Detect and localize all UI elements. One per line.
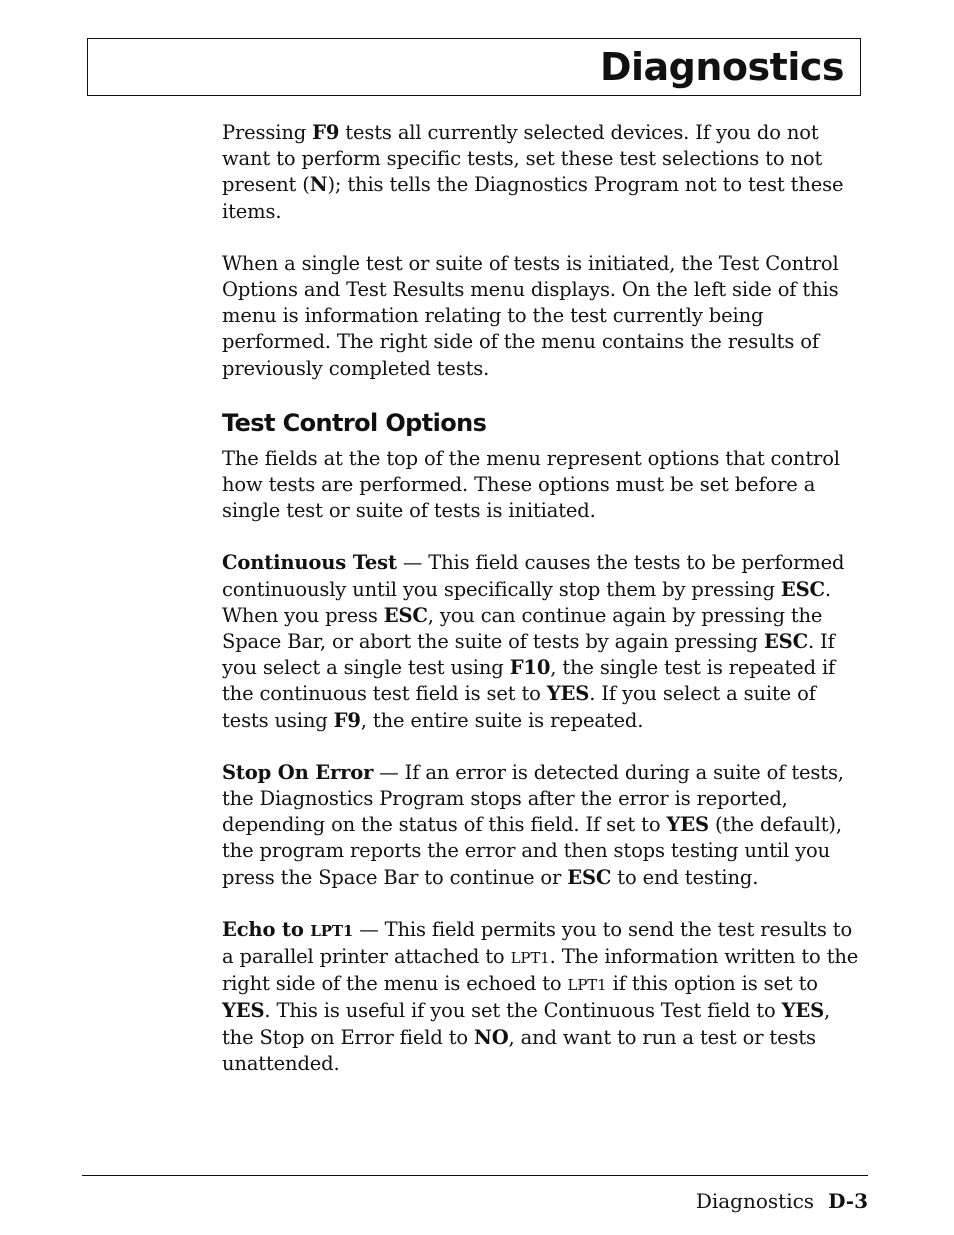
page-content <box>222 120 862 1103</box>
stop-on-error-paragraph: Stop On Error — If an error is detected during a suite of tests, the Diagnostics Program stops after the error is reported, depending on the status of this field. If set to YES (the default), the program reports the error and then stops testing until you press the Space Bar to continue or ESC to end testing. <box>222 760 844 889</box>
key-f10: F10 <box>509 656 551 680</box>
footer-rule <box>82 1175 868 1176</box>
value-yes: YES <box>781 999 825 1023</box>
key-esc: ESC <box>383 603 428 627</box>
page-number: D-3 <box>828 1189 868 1213</box>
value-yes: YES <box>546 682 590 706</box>
key-esc: ESC <box>780 577 825 601</box>
term-stop-on-error: Stop On Error <box>222 760 374 784</box>
footer-label: Diagnostics <box>695 1189 815 1213</box>
echo-to-lpt1-paragraph: Echo to LPT1 — This field permits you to send the test results to a parallel printer attached to LPT1. The information written to the right side of the menu is echoed to LPT1 if this option is set to YES. This is useful if you set the Continuous Test field to YES, the Stop on Error field to NO, and want to run a test or tests unattended. <box>222 917 859 1075</box>
footer <box>696 1187 868 1215</box>
key-esc: ESC <box>567 865 612 889</box>
term-continuous-test: Continuous Test <box>222 551 397 575</box>
term-echo-to-lpt1: Echo to LPT1 <box>222 917 354 941</box>
key-n: N <box>309 173 328 197</box>
key-f9: F9 <box>312 121 340 144</box>
key-esc: ESC <box>763 630 808 654</box>
key-f9: F9 <box>333 708 361 732</box>
value-yes: YES <box>222 999 265 1023</box>
port-lpt1: LPT1 <box>567 976 607 995</box>
continuous-test-paragraph: Continuous Test — This field causes the tests to be performed continuously until you specifically stop them by pressing ESC. When you press ESC, you can continue again by pressing the Space Bar, or abort the suite of tests by again pressing ESC. If you select a single test using F10, the single test is repeated if the continuous test field is set to YES. If you select a suite of tests using F9, the entire suite is repeated. <box>222 551 845 732</box>
value-no: NO <box>474 1025 509 1049</box>
value-yes: YES <box>666 813 709 837</box>
header-box <box>87 38 861 96</box>
section-heading: Test Control Options <box>222 408 487 437</box>
intro-paragraph-1: Pressing F9 tests all currently selected devices. If you do not want to perform specific tests, set these test selections to not present (N); this tells the Diagnostics Program not to test these items. <box>222 121 844 223</box>
port-lpt1: LPT1 <box>510 949 550 968</box>
page-title: Diagnostics <box>599 45 844 89</box>
section-paragraph-1: The fields at the top of the menu represent options that control how tests are performed. These options must be set before a single test or suite of tests is initiated. <box>222 446 840 523</box>
intro-paragraph-2: When a single test or suite of tests is initiated, the Test Control Options and Test Results menu displays. On the left side of this menu is information relating to the test currently being performed. The right side of the menu contains the results of previously completed tests. <box>222 251 839 380</box>
